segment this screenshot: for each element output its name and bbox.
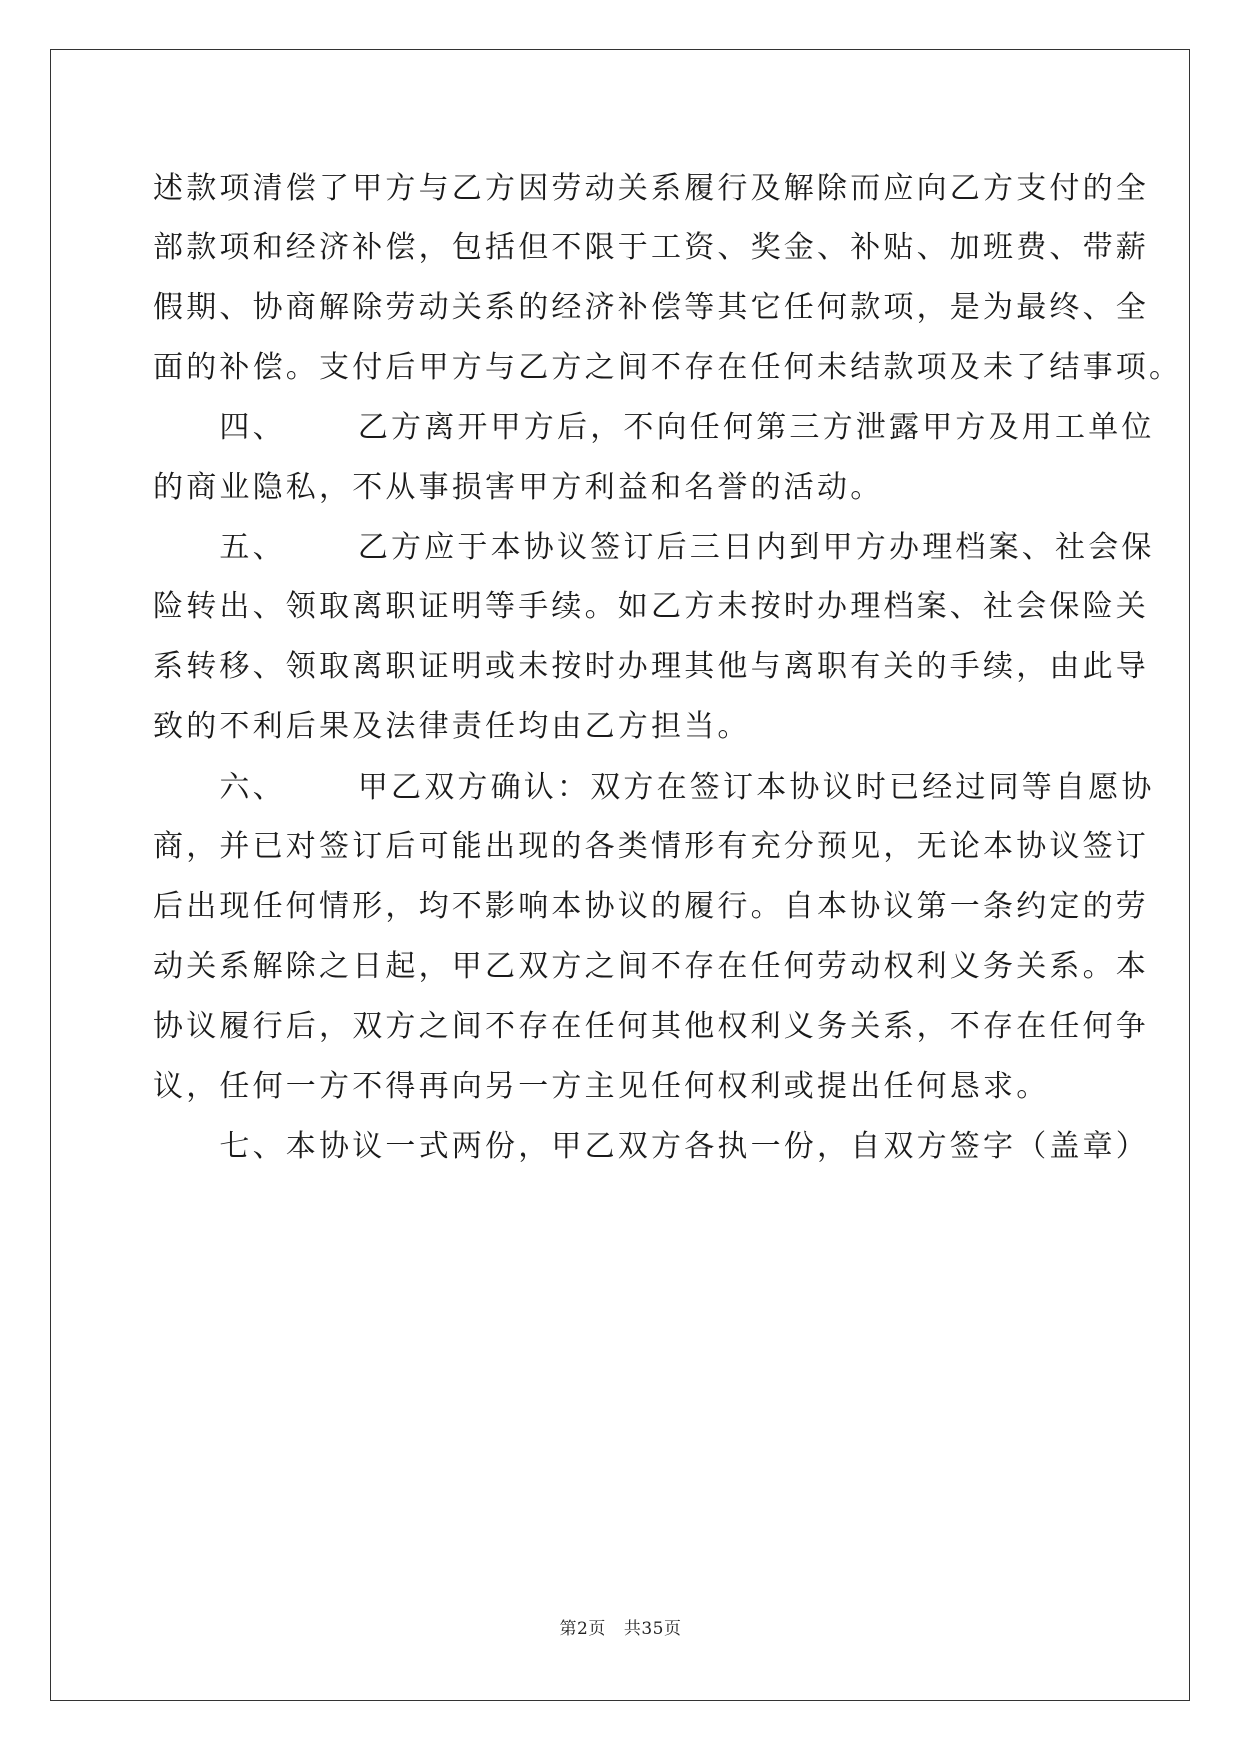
- body-line-2: 部款项和经济补偿，包括但不限于工资、奖金、补贴、加班费、带薪: [153, 230, 1149, 265]
- body-line-8: 险转出、领取离职证明等手续。如乙方未按时办理档案、社会保险关: [153, 589, 1149, 624]
- body-line-12: 商，并已对签订后可能出现的各类情形有充分预见，无论本协议签订: [153, 829, 1149, 864]
- clause-four-line: [153, 410, 1155, 446]
- page-number: 第2页: [559, 1619, 606, 1639]
- clause-four-text: 乙方离开甲方后，不向任何第三方泄露甲方及用工单位: [357, 410, 1155, 445]
- body-line-10: 致的不利后果及法律责任均由乙方担当。: [153, 709, 751, 744]
- body-line-15: 协议履行后，双方之间不存在任何其他权利义务关系，不存在任何争: [153, 1009, 1149, 1044]
- body-line-13: 后出现任何情形，均不影响本协议的履行。自本协议第一条约定的劳: [153, 889, 1149, 924]
- clause-seven-line: 七、本协议一式两份，甲乙双方各执一份，自双方签字（盖章）: [153, 1129, 1149, 1164]
- clause-four-number: 四、: [153, 410, 286, 445]
- clause-six-line: [153, 770, 1155, 806]
- clause-five-line: [153, 530, 1155, 566]
- page-total: 共35页: [623, 1619, 682, 1639]
- body-line-16: 议，任何一方不得再向另一方主见任何权利或提出任何恳求。: [153, 1069, 1050, 1104]
- clause-five-text: 乙方应于本协议签订后三日内到甲方办理档案、社会保: [357, 530, 1155, 565]
- page-footer: [0, 1614, 1241, 1639]
- body-line-4: 面的补偿。支付后甲方与乙方之间不存在任何未结款项及未了结事项。: [153, 350, 1183, 385]
- body-line-1: 述款项清偿了甲方与乙方因劳动关系履行及解除而应向乙方支付的全: [153, 171, 1149, 206]
- clause-five-number: 五、: [153, 530, 286, 565]
- body-line-3: 假期、协商解除劳动关系的经济补偿等其它任何款项，是为最终、全: [153, 290, 1149, 325]
- clause-six-text: 甲乙双方确认：双方在签订本协议时已经过同等自愿协: [357, 770, 1155, 805]
- body-line-9: 系转移、领取离职证明或未按时办理其他与离职有关的手续，由此导: [153, 649, 1149, 684]
- body-line-6: 的商业隐私，不从事损害甲方利益和名誉的活动。: [153, 470, 884, 505]
- body-line-14: 动关系解除之日起，甲乙双方之间不存在任何劳动权利义务关系。本: [153, 949, 1149, 984]
- clause-six-number: 六、: [153, 770, 286, 805]
